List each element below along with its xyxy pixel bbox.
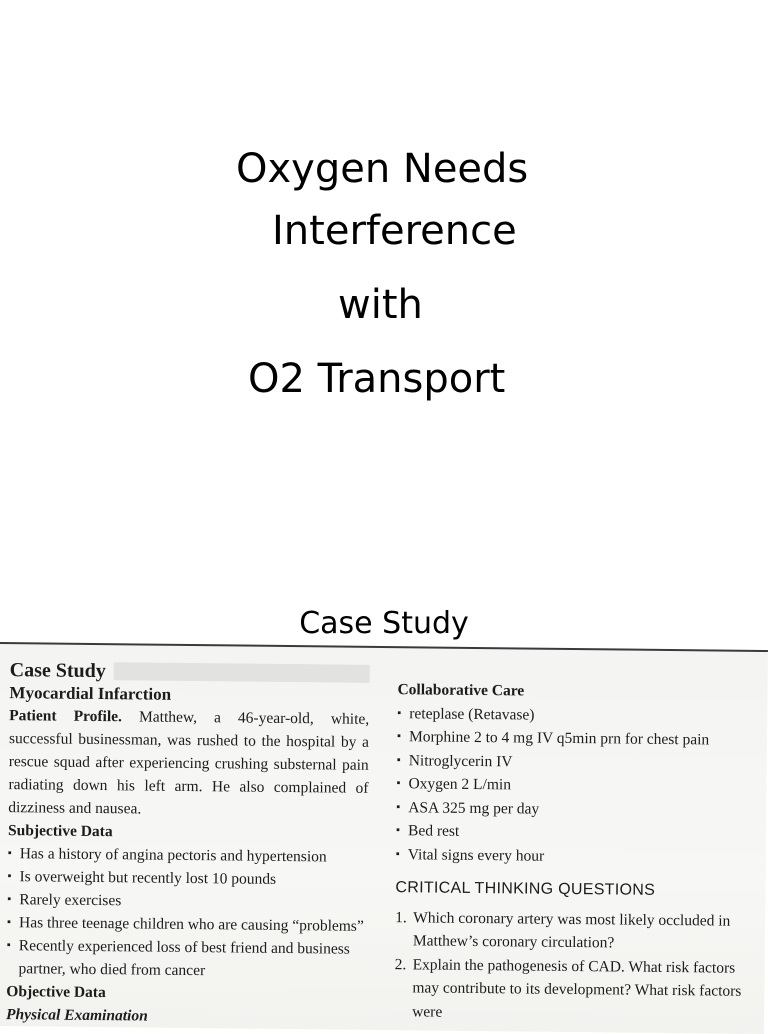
slide-subtitle: Case Study — [299, 606, 469, 641]
subjective-continuation: partner, who died from cancer — [18, 960, 206, 980]
title-line-3: with — [338, 282, 423, 328]
critical-thinking-heading: CRITICAL THINKING QUESTIONS — [395, 879, 656, 899]
scanned-textbook-page — [0, 642, 768, 1034]
question-number: 2. — [394, 955, 407, 973]
list-item: ▪ Recently experienced loss of best friend and business — [7, 934, 367, 961]
list-item: ▪ Rarely exercises — [7, 888, 367, 915]
title-line-2: Interference — [272, 208, 517, 254]
list-item: ▪ Morphine 2 to 4 mg IV q5min prn for chest pain — [397, 725, 757, 752]
title-line-4: O2 Transport — [248, 356, 506, 402]
question-number: 1. — [395, 908, 407, 926]
list-item: ▪ Is overweight but recently lost 10 pounds — [7, 865, 367, 892]
topic-heading: Myocardial Infarction — [9, 683, 172, 704]
list-item: ▪ Nitroglycerin IV — [397, 749, 757, 776]
subjective-data-heading: Subjective Data — [7, 822, 113, 841]
collaborative-care-heading: Collaborative Care — [397, 681, 525, 700]
list-item: ▪ ASA 325 mg per day — [396, 796, 756, 823]
physical-exam-heading: Physical Examination — [6, 1006, 148, 1025]
left-column — [6, 658, 370, 1030]
title-line-1: Oxygen Needs — [236, 146, 529, 192]
patient-profile-label: Patient Profile. — [9, 707, 123, 726]
collaborative-care-list — [396, 702, 758, 870]
list-item: ▪ reteplase (Retavase) — [397, 702, 757, 729]
subjective-data-list — [7, 842, 368, 961]
list-item: ▪ Oxygen 2 L/min — [396, 772, 756, 799]
question-item — [395, 906, 755, 957]
patient-profile — [8, 704, 369, 823]
list-item: ▪ Bed rest — [396, 819, 756, 846]
list-item: ▪ Has three teenage children who are causing “problems” — [7, 911, 367, 938]
case-study-label: Case Study — [9, 659, 106, 683]
question-item — [394, 953, 755, 1027]
list-item: ▪ Vital signs every hour — [396, 843, 756, 870]
objective-data-heading: Objective Data — [6, 983, 106, 1002]
question-text: Explain the pathogenesis of CAD. What risk factors may contribute to its development? What risk factors were — [412, 955, 742, 1021]
list-item: ▪ Has a history of angina pectoris and hypertension — [8, 842, 368, 869]
heading-shade-bar — [114, 662, 370, 683]
question-text: Which coronary artery was most likely occluded in Matthew’s coronary circulation? — [412, 908, 731, 952]
questions-list — [394, 906, 755, 1027]
right-column — [394, 678, 758, 1027]
patient-profile-text: Matthew, a 46-year-old, white, successful businessman, was rushed to the hospital by a rescue squad after experiencing crushing substernal pain radiating down his left arm. He also complained of dizziness and nausea. — [8, 708, 370, 818]
